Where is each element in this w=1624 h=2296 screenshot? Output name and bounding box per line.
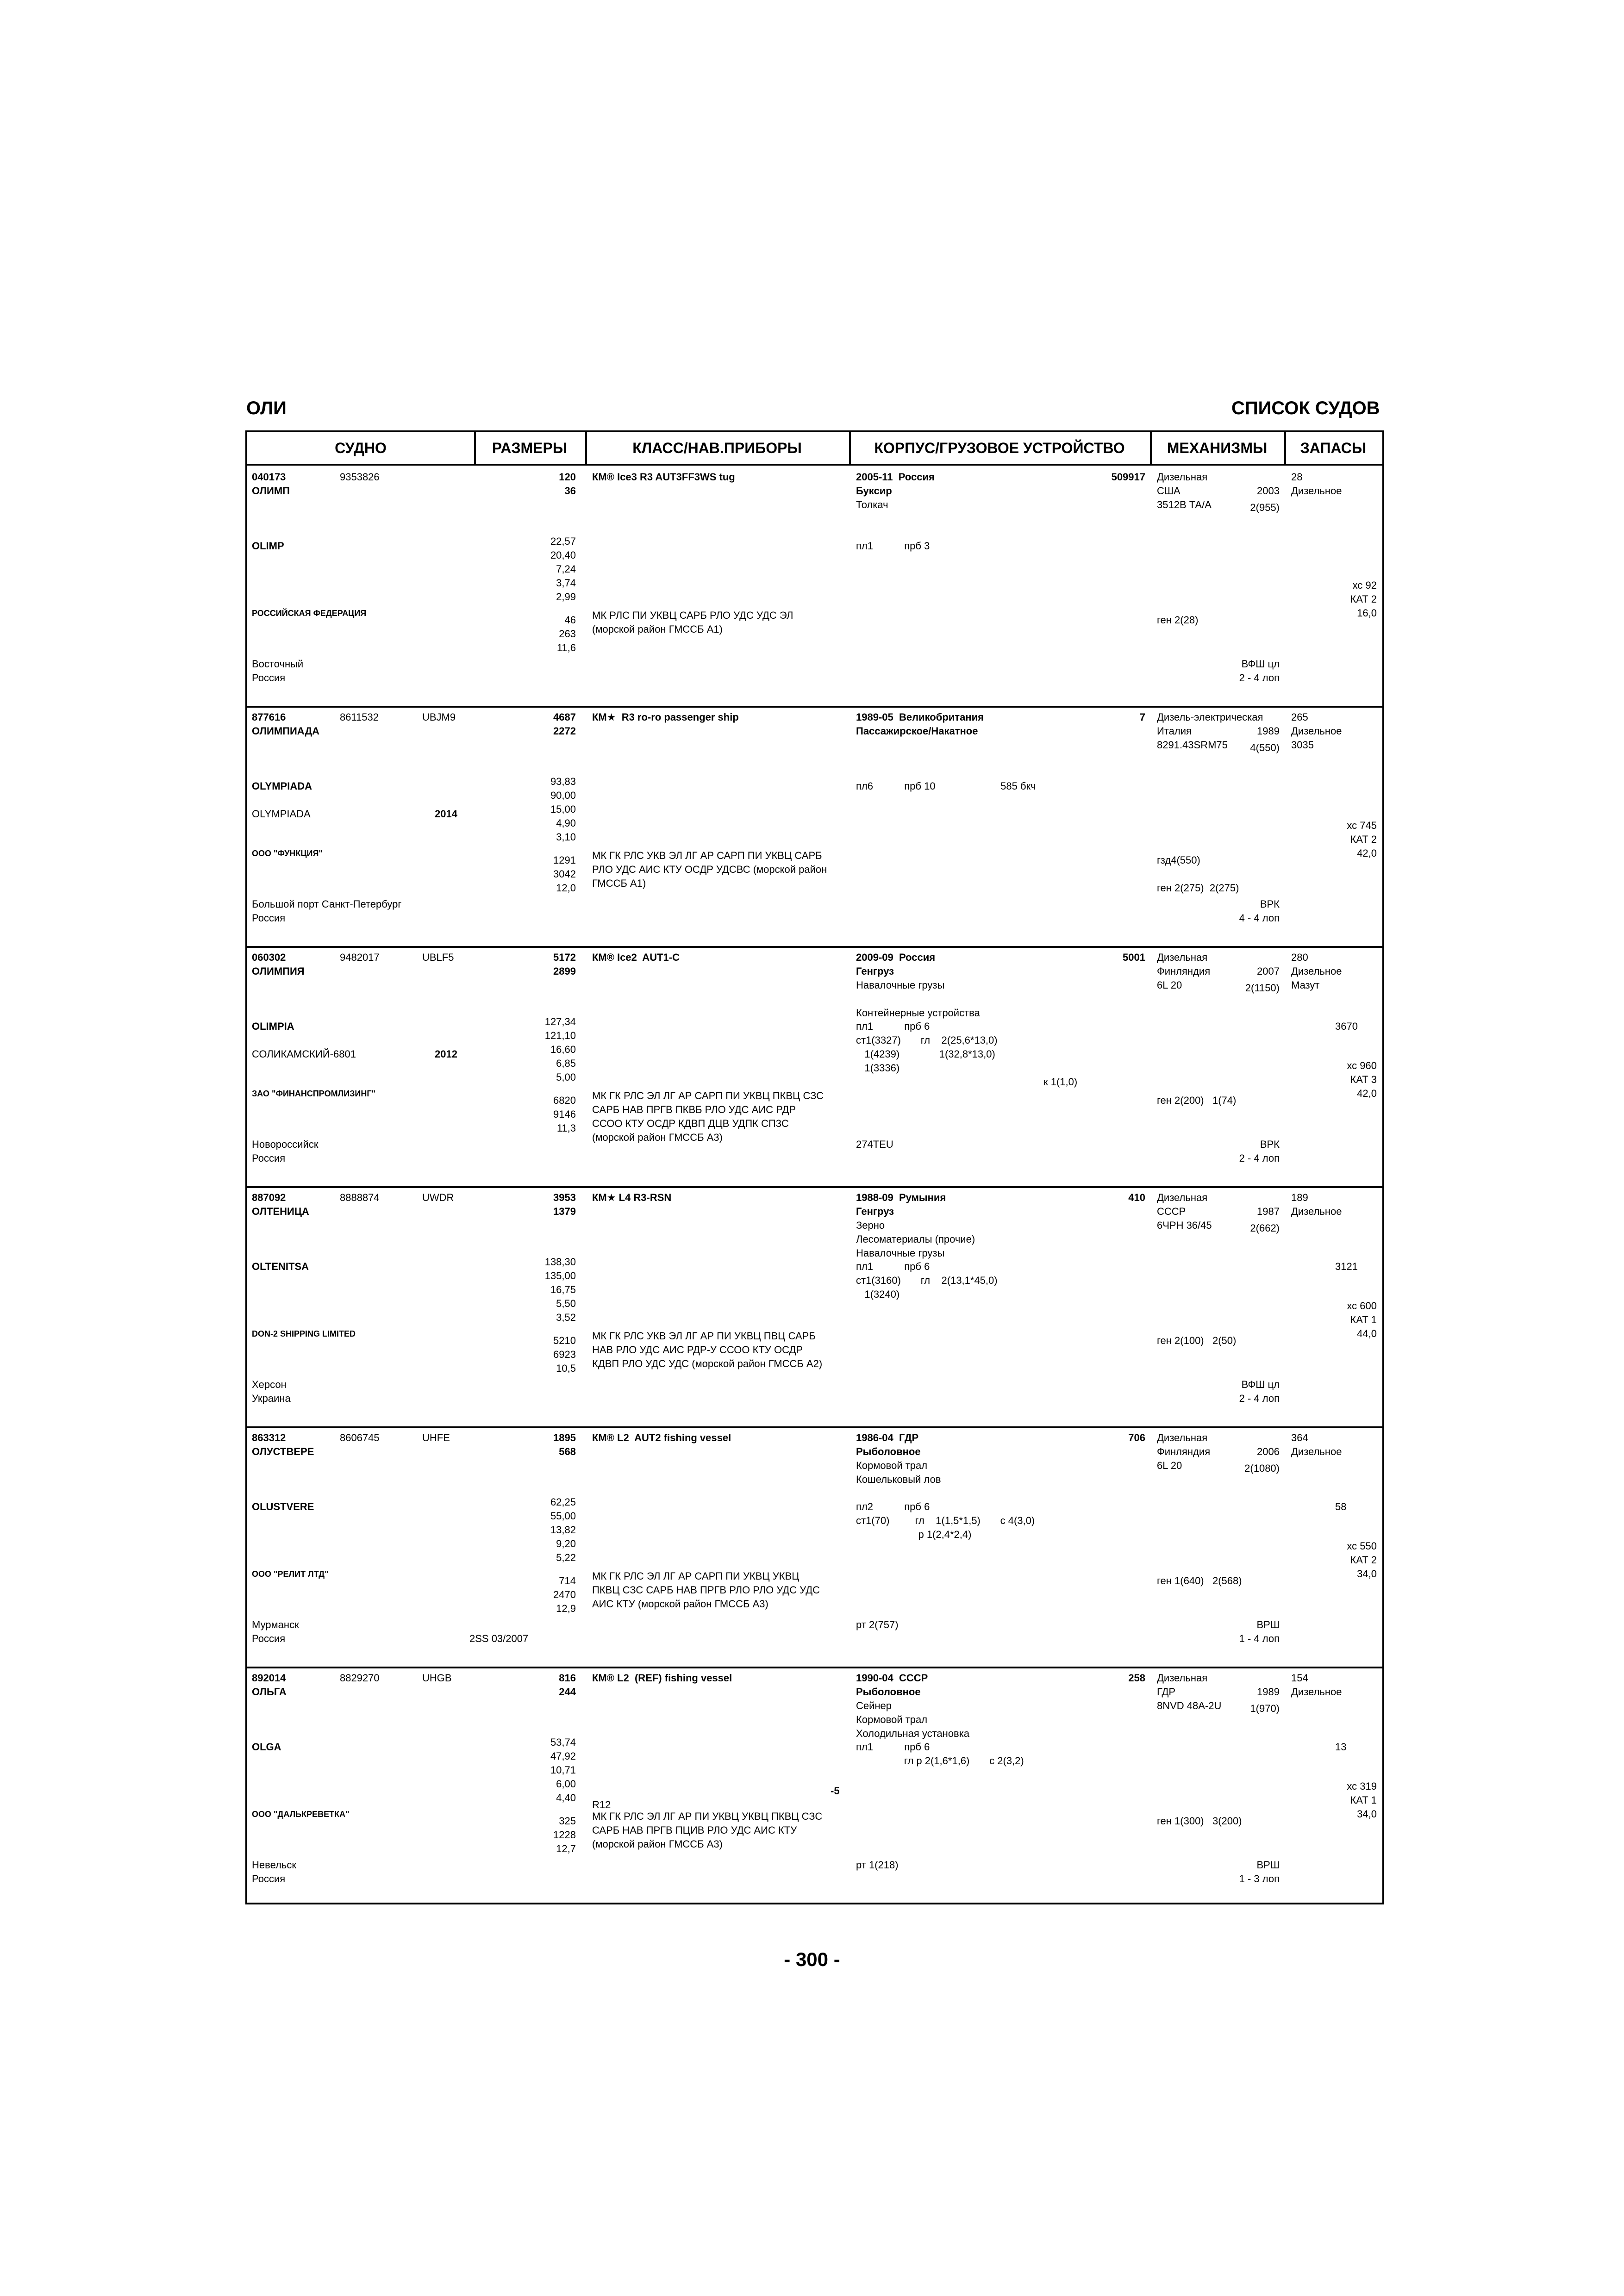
navigation-equipment: МК ГК РЛС ЭЛ ЛГ АР САРП ПИ УКВЦ УКВЦ ПКВЦ СЗС САРБ НАВ ПРГВ РЛО РЛО УДС УДС АИС КТУ (морской район ГМССБ А3) (592, 1570, 820, 1610)
hull-structure: пл1 прб 6 ст1(3160) гл 2(13,1*45,0) 1(3240) (856, 1261, 998, 1300)
engine-year: 1989 (1257, 725, 1280, 737)
net-tonnage: 2272 (553, 725, 576, 737)
flag-country: Россия (252, 1873, 286, 1885)
fuel-type: Дизельное (1291, 1206, 1342, 1217)
engine-year: 2007 (1257, 965, 1280, 977)
port-of-registry: Новороссийск (252, 1139, 319, 1150)
hull-details: Зерно Лесоматериалы (прочие) Навалочные грузы (856, 1220, 975, 1259)
engine-country: США (1157, 485, 1181, 497)
propeller-blades: 1 - 3 лоп (1239, 1873, 1280, 1885)
register-number: 060302 (252, 952, 286, 963)
propeller-blades: 2 - 4 лоп (1239, 1152, 1280, 1164)
displacement: 6820 9146 11,3 (553, 1095, 576, 1134)
dimensions: 93,83 90,00 15,00 4,90 3,10 (550, 776, 576, 843)
engine-country: СССР (1157, 1206, 1186, 1217)
net-tonnage: 568 (559, 1446, 576, 1457)
category: хс 745 КАТ 2 42,0 (1347, 820, 1377, 859)
fuel-type: Дизельное (1291, 725, 1342, 737)
dimensions: 62,25 55,00 13,82 9,20 5,22 (550, 1496, 576, 1563)
category: хс 600 КАТ 1 44,0 (1347, 1300, 1377, 1339)
hull-structure: пл1 прб 3 (856, 540, 930, 552)
yard-number: 7 (1139, 711, 1145, 723)
dimensions: 53,74 47,92 10,71 6,00 4,40 (550, 1736, 576, 1804)
displacement: 1291 3042 12,0 (553, 854, 576, 894)
engine-year: 2003 (1257, 485, 1280, 497)
hull-details: Кормовой трал Кошельковый лов (856, 1460, 941, 1485)
net-tonnage: 1379 (553, 1206, 576, 1217)
yard-number: 258 (1128, 1672, 1145, 1684)
net-tonnage: 36 (564, 485, 576, 497)
column-header-class: КЛАСС/НАВ.ПРИБОРЫ (585, 432, 849, 466)
call-sign: UHFE (422, 1432, 450, 1444)
dimensions: 138,30 135,00 16,75 5,50 3,52 (544, 1256, 576, 1323)
generators: гзд4(550) ген 2(275) 2(275) (1157, 854, 1239, 894)
port-of-registry: Херсон (252, 1379, 287, 1390)
engine-power: 2(955) (1250, 502, 1280, 513)
category: хс 550 КАТ 2 34,0 (1347, 1540, 1377, 1580)
displacement: 5210 6923 10,5 (553, 1335, 576, 1374)
port-of-registry: Невельск (252, 1859, 296, 1871)
register-number: 863312 (252, 1432, 286, 1444)
class-notation: КМ® Ice3 R3 AUT3FF3WS tug (592, 471, 735, 483)
fuel-type: Дизельное (1291, 485, 1342, 497)
engine-model: 8NVD 48A-2U (1157, 1700, 1222, 1711)
supply-value: 3121 (1335, 1261, 1358, 1272)
category: хс 960 КАТ 3 42,0 (1347, 1060, 1377, 1099)
engine-model: 3512В ТА/А (1157, 499, 1212, 510)
gross-tonnage: 5172 (553, 952, 576, 963)
generators: ген 2(100) 2(50) (1157, 1335, 1237, 1346)
propeller-type: ВРК (1260, 898, 1280, 910)
navigation-equipment: МК ГК РЛС ЭЛ ЛГ АР САРП ПИ УКВЦ ПКВЦ СЗС САРБ НАВ ПРГВ ПКВБ РЛО УДС АИС РДР ССОО КТУ ОСДР КДВП ДЦВ УДПК СП3С (морской район ГМССБ А3) (592, 1090, 824, 1143)
vessel-name-latin: OLIMPIA (252, 1020, 294, 1032)
vessel-name: ОЛИМПИАДА (252, 725, 320, 737)
owner: ООО "ФУНКЦИЯ" (252, 849, 323, 858)
supply-note: Мазут (1291, 979, 1320, 991)
hull-details: Сейнер Кормовой трал Холодильная установка (856, 1700, 970, 1739)
engine-model: 8291.43SRM75 (1157, 739, 1228, 751)
vessel-name-latin: OLIMP (252, 540, 284, 552)
vessel-type: Рыболовное (856, 1686, 921, 1698)
engine-country: ГДР (1157, 1686, 1176, 1698)
propeller-type: ВФШ цл (1241, 658, 1280, 670)
vessel-name: ОЛИМП (252, 485, 290, 497)
engine-country: Финляндия (1157, 965, 1211, 977)
yard-number: 410 (1128, 1192, 1145, 1203)
propeller-type: ВРШ (1256, 1859, 1280, 1871)
ship-register-table (245, 430, 1384, 1904)
net-tonnage: 244 (559, 1686, 576, 1698)
build-date-country: 2009-09 Россия (856, 952, 936, 963)
imo-number: 8829270 (340, 1672, 380, 1684)
navigation-equipment: МК ГК РЛС УКВ ЭЛ ЛГ АР ПИ УКВЦ ПВЦ САРБ НАВ РЛО УДС АИС РДР-У ССОО КТУ ОСДР КДВП РЛО УДС УДС (морской район ГМССБ А2) (592, 1330, 823, 1369)
crew-count: 28 (1291, 471, 1303, 483)
engine-model: 6L 20 (1157, 979, 1182, 991)
build-date-country: 1988-09 Румыния (856, 1192, 946, 1203)
former-name-year: 2014 (435, 808, 457, 820)
imo-number: 8611532 (340, 711, 379, 723)
engine-year: 2006 (1257, 1446, 1280, 1457)
supply-note: 3035 (1291, 739, 1314, 751)
flag-country: Россия (252, 672, 286, 684)
supply-value: 13 (1335, 1741, 1347, 1753)
vessel-record (247, 1668, 1382, 1909)
yard-number: 5001 (1123, 952, 1145, 963)
imo-number: 8606745 (340, 1432, 380, 1444)
call-sign: UBJM9 (422, 711, 456, 723)
flag-country: Россия (252, 1633, 286, 1644)
hull-details: Толкач (856, 499, 888, 510)
vessel-name: ОЛТЕНИЦА (252, 1206, 309, 1217)
propeller-type: ВФШ цл (1241, 1379, 1280, 1390)
build-date-country: 1990-04 СССР (856, 1672, 928, 1684)
gross-tonnage: 120 (559, 471, 576, 483)
page-header-right: СПИСОК СУДОВ (1231, 398, 1380, 418)
flag-country: Россия (252, 912, 286, 924)
engine-year: 1989 (1257, 1686, 1280, 1698)
propeller-type: ВРШ (1256, 1619, 1280, 1630)
crew-count: 265 (1291, 711, 1308, 723)
vessel-record (247, 708, 1382, 948)
vessel-name-latin: OLTENITSA (252, 1261, 309, 1272)
dimensions: 22,57 20,40 7,24 3,74 2,99 (550, 535, 576, 603)
class-notation: КМ® L2 AUT2 fishing vessel (592, 1432, 731, 1444)
engine-model: 6L 20 (1157, 1460, 1182, 1471)
generators: ген 2(28) (1157, 614, 1199, 626)
owner: ООО "РЕЛИТ ЛТД" (252, 1569, 329, 1579)
navigation-equipment: МК РЛС ПИ УКВЦ САРБ РЛО УДС УДС ЭЛ (морской район ГМССБ А1) (592, 610, 793, 635)
engine-power: 2(662) (1250, 1222, 1280, 1234)
propeller-blades: 4 - 4 лоп (1239, 912, 1280, 924)
imo-number: 8888874 (340, 1192, 380, 1203)
engine-country: Италия (1157, 725, 1192, 737)
page-header-left: ОЛИ (246, 398, 287, 418)
call-sign: UWDR (422, 1192, 454, 1203)
category: хс 92 КАТ 2 16,0 (1350, 579, 1377, 619)
column-header-machinery: МЕХАНИЗМЫ (1150, 432, 1284, 466)
vessel-record (247, 1428, 1382, 1668)
generators: ген 1(300) 3(200) (1157, 1815, 1242, 1827)
hull-structure: пл1 прб 6 гл р 2(1,6*1,6) с 2(3,2) (856, 1741, 1024, 1767)
crew-count: 280 (1291, 952, 1308, 963)
crew-count: 189 (1291, 1192, 1308, 1203)
register-number: 887092 (252, 1192, 286, 1203)
engine-model: 6ЧРН 36/45 (1157, 1220, 1212, 1231)
call-sign: UBLF5 (422, 952, 454, 963)
engine-power: 2(1150) (1245, 982, 1280, 994)
engine-type: Дизельная (1157, 952, 1208, 963)
owner: DON-2 SHIPPING LIMITED (252, 1329, 356, 1338)
owner: ЗАО "ФИНАНСПРОМЛИЗИНГ" (252, 1089, 376, 1098)
port-of-registry: Мурманск (252, 1619, 299, 1630)
gross-tonnage: 816 (559, 1672, 576, 1684)
vessel-type: Рыболовное (856, 1446, 921, 1457)
r12-marker: R12 (592, 1799, 611, 1811)
build-date-country: 1989-05 Великобритания (856, 711, 984, 723)
vessel-type: Буксир (856, 485, 892, 497)
register-number: 040173 (252, 471, 286, 483)
register-number: 877616 (252, 711, 286, 723)
build-date-country: 2005-11 Россия (856, 471, 935, 483)
port-of-registry: Большой порт Санкт-Петербург (252, 898, 402, 910)
displacement: 325 1228 12,7 (553, 1815, 576, 1854)
engine-power: 4(550) (1250, 742, 1280, 753)
hull-structure: пл1 прб 6 ст1(3327) гл 2(25,6*13,0) 1(4239) 1(32,8*13,0) 1(3336) (856, 1020, 998, 1074)
flag-country: Россия (252, 1152, 286, 1164)
gross-tonnage: 1895 (553, 1432, 576, 1444)
crew-count: 154 (1291, 1672, 1308, 1684)
propeller-blades: 1 - 4 лоп (1239, 1633, 1280, 1644)
vessel-name: ОЛИМПИЯ (252, 965, 305, 977)
vessel-type: Генгруз (856, 965, 894, 977)
fuel-type: Дизельное (1291, 1446, 1342, 1457)
crew-count: 364 (1291, 1432, 1308, 1444)
column-header-vessel: СУДНО (247, 432, 474, 466)
fuel-type: Дизельное (1291, 965, 1342, 977)
page-number: - 300 - (784, 1948, 840, 1970)
class-notation: КМ★ R3 ro-ro passenger ship (592, 711, 739, 723)
vessel-record (247, 948, 1382, 1188)
column-header-dimensions: РАЗМЕРЫ (474, 432, 585, 466)
owner: РОССИЙСКАЯ ФЕДЕРАЦИЯ (252, 609, 367, 618)
yard-number: 706 (1128, 1432, 1145, 1444)
column-header-supplies: ЗАПАСЫ (1284, 432, 1382, 466)
vessel-record (247, 467, 1382, 708)
supply-value: 58 (1335, 1501, 1347, 1512)
vessel-name: ОЛУСТВЕРЕ (252, 1446, 314, 1457)
engine-type: Дизельная (1157, 471, 1208, 483)
category: хс 319 КАТ 1 34,0 (1347, 1780, 1377, 1820)
hull-bottom-note: рт 2(757) (856, 1619, 899, 1630)
engine-type: Дизельная (1157, 1192, 1208, 1203)
build-date-country: 1986-04 ГДР (856, 1432, 919, 1444)
displacement: 46 263 11,6 (556, 614, 576, 653)
imo-number: 9482017 (340, 952, 380, 963)
net-tonnage: 2899 (553, 965, 576, 977)
owner: ООО "ДАЛЬКРЕВЕТКА" (252, 1810, 350, 1819)
vessel-name-latin: OLYMPIADA (252, 780, 312, 792)
navigation-equipment: МК ГК РЛС УКВ ЭЛ ЛГ АР САРП ПИ УКВЦ САРБ РЛО УДС АИС КТУ ОСДР УДСВС (морской район ГМССБ А1) (592, 850, 827, 889)
imo-number: 9353826 (340, 471, 380, 483)
fuel-type: Дизельное (1291, 1686, 1342, 1698)
call-sign: UHGB (422, 1672, 452, 1684)
generators: ген 1(640) 2(568) (1157, 1575, 1242, 1587)
former-name: СОЛИКАМСКИЙ-6801 (252, 1048, 356, 1060)
hull-bottom-note: рт 1(218) (856, 1859, 899, 1871)
vessel-record (247, 1188, 1382, 1428)
hull-structure: пл2 прб 6 ст1(70) гл 1(1,5*1,5) с 4(3,0) р 1(2,4*2,4) (856, 1501, 1035, 1540)
hull-structure: пл6 прб 10 585 бкч (856, 780, 1036, 792)
hull-bottom-note: 274TEU (856, 1139, 893, 1150)
propeller-blades: 2 - 4 лоп (1239, 1393, 1280, 1404)
generators: ген 2(200) 1(74) (1157, 1095, 1237, 1106)
propeller-type: ВРК (1260, 1139, 1280, 1150)
column-header-hull: КОРПУС/ГРУЗОВОЕ УСТРОЙСТВО (849, 432, 1150, 466)
engine-power: 1(970) (1250, 1703, 1280, 1714)
propeller-blades: 2 - 4 лоп (1239, 672, 1280, 684)
dimensions: 127,34 121,10 16,60 6,85 5,00 (544, 1016, 576, 1083)
survey-note: 2SS 03/2007 (469, 1633, 529, 1644)
engine-year: 1987 (1257, 1206, 1280, 1217)
navigation-equipment: МК ГК РЛС ЭЛ ЛГ АР ПИ УКВЦ УКВЦ ПКВЦ СЗС САРБ НАВ ПРГВ ПЦИВ РЛО УДС АИС КТУ (морской район ГМССБ А3) (592, 1811, 823, 1850)
engine-type: Дизельная (1157, 1672, 1208, 1684)
former-name: OLYMPIADA (252, 808, 311, 820)
former-name-year: 2012 (435, 1048, 457, 1060)
vessel-name-latin: OLUSTVERE (252, 1501, 314, 1512)
hull-details: Навалочные грузы Контейнерные устройства (856, 979, 980, 1019)
gross-tonnage: 3953 (553, 1192, 576, 1203)
vessel-name: ОЛЬГА (252, 1686, 287, 1698)
displacement: 714 2470 12,9 (553, 1575, 576, 1614)
gross-tonnage: 4687 (553, 711, 576, 723)
engine-power: 2(1080) (1244, 1462, 1280, 1474)
class-notation: КМ® L2 (REF) fishing vessel (592, 1672, 732, 1684)
class-notation: КМ★ L4 R3-RSN (592, 1192, 672, 1203)
hull-extra: к 1(1,0) (1043, 1076, 1078, 1088)
port-of-registry: Восточный (252, 658, 304, 670)
yard-number: 509917 (1111, 471, 1145, 483)
minus-marker: -5 (831, 1785, 840, 1797)
flag-country: Украина (252, 1393, 291, 1404)
vessel-type: Пассажирское/Накатное (856, 725, 978, 737)
class-notation: КМ® Ice2 AUT1-C (592, 952, 680, 963)
engine-country: Финляндия (1157, 1446, 1211, 1457)
vessel-name-latin: OLGA (252, 1741, 281, 1753)
supply-value: 3670 (1335, 1020, 1358, 1032)
engine-type: Дизельная (1157, 1432, 1208, 1444)
register-number: 892014 (252, 1672, 286, 1684)
vessel-type: Генгруз (856, 1206, 894, 1217)
engine-type: Дизель-электрическая (1157, 711, 1263, 723)
